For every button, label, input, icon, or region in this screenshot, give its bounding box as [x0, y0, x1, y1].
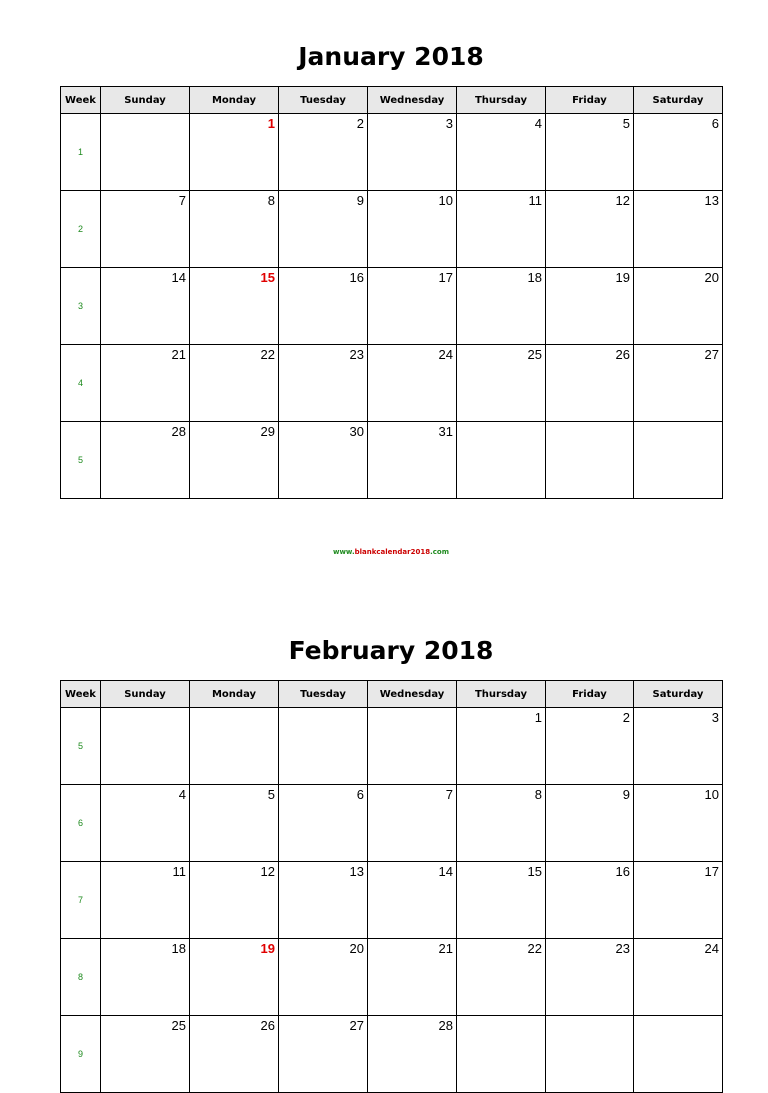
day-cell[interactable] [101, 114, 190, 191]
day-number: 27 [704, 347, 719, 362]
day-cell[interactable] [101, 1016, 190, 1093]
week-number: 8 [61, 939, 101, 1016]
day-cell[interactable] [457, 191, 546, 268]
day-cell[interactable] [634, 191, 723, 268]
day-number: 4 [534, 116, 542, 131]
day-cell[interactable] [546, 114, 634, 191]
week-number: 6 [61, 785, 101, 862]
day-cell[interactable] [546, 862, 634, 939]
january-calendar-table [60, 86, 723, 499]
day-number: 12 [615, 193, 630, 208]
day-cell[interactable] [546, 708, 634, 785]
day-number: 9 [356, 193, 364, 208]
day-cell[interactable] [279, 191, 368, 268]
day-cell[interactable] [457, 114, 546, 191]
day-cell[interactable] [634, 939, 723, 1016]
january-title: January 2018 [298, 42, 484, 71]
day-number: 27 [349, 1018, 364, 1033]
day-cell[interactable] [368, 268, 457, 345]
day-cell[interactable] [190, 345, 279, 422]
column-header-saturday: Saturday [634, 87, 723, 114]
day-number: 30 [349, 424, 364, 439]
week-row [61, 191, 723, 268]
day-cell[interactable] [368, 785, 457, 862]
day-number: 23 [615, 941, 630, 956]
day-cell[interactable] [190, 785, 279, 862]
day-number: 17 [438, 270, 453, 285]
day-number: 11 [528, 193, 542, 208]
day-cell[interactable] [279, 939, 368, 1016]
day-cell[interactable] [457, 422, 546, 499]
day-cell[interactable] [457, 785, 546, 862]
day-cell[interactable] [368, 422, 457, 499]
day-number: 3 [445, 116, 453, 131]
day-number: 28 [171, 424, 186, 439]
day-number: 22 [260, 347, 275, 362]
day-cell[interactable] [101, 191, 190, 268]
day-cell[interactable] [101, 708, 190, 785]
day-cell[interactable] [190, 114, 279, 191]
column-header-week: Week [61, 681, 101, 708]
day-cell[interactable] [190, 191, 279, 268]
day-cell[interactable] [634, 345, 723, 422]
column-header-friday: Friday [546, 681, 634, 708]
day-cell[interactable] [368, 939, 457, 1016]
day-number: 31 [438, 424, 453, 439]
day-cell[interactable] [101, 345, 190, 422]
column-header-tuesday: Tuesday [279, 681, 368, 708]
day-cell[interactable] [368, 191, 457, 268]
day-number: 18 [171, 941, 186, 956]
day-number: 6 [711, 116, 719, 131]
february-calendar-table [60, 680, 723, 1093]
week-number: 4 [61, 345, 101, 422]
day-number: 29 [260, 424, 275, 439]
day-cell[interactable] [279, 422, 368, 499]
column-header-saturday: Saturday [634, 681, 723, 708]
day-cell[interactable] [546, 191, 634, 268]
day-number: 2 [356, 116, 364, 131]
day-cell[interactable] [101, 268, 190, 345]
day-cell[interactable] [634, 422, 723, 499]
website-footer[interactable] [0, 548, 768, 556]
day-cell[interactable] [190, 862, 279, 939]
day-number: 17 [704, 864, 719, 879]
day-cell[interactable] [368, 1016, 457, 1093]
day-cell[interactable] [279, 708, 368, 785]
day-cell[interactable] [368, 345, 457, 422]
day-cell[interactable] [190, 939, 279, 1016]
day-number: 5 [267, 787, 275, 802]
day-number: 14 [438, 864, 453, 879]
day-number: 7 [445, 787, 453, 802]
week-row [61, 1016, 723, 1093]
day-cell[interactable] [634, 1016, 723, 1093]
day-cell[interactable] [457, 939, 546, 1016]
day-cell[interactable] [457, 862, 546, 939]
column-header-week: Week [61, 87, 101, 114]
column-header-monday: Monday [190, 87, 279, 114]
day-number: 18 [527, 270, 542, 285]
day-number: 26 [615, 347, 630, 362]
day-number: 26 [260, 1018, 275, 1033]
day-cell[interactable] [279, 785, 368, 862]
day-number: 15 [260, 270, 275, 285]
day-number: 20 [349, 941, 364, 956]
day-cell[interactable] [101, 939, 190, 1016]
day-number: 2 [622, 710, 630, 725]
day-number: 25 [171, 1018, 186, 1033]
day-cell[interactable] [190, 708, 279, 785]
week-row [61, 708, 723, 785]
day-number: 19 [615, 270, 630, 285]
day-number: 22 [527, 941, 542, 956]
week-row [61, 114, 723, 191]
day-cell[interactable] [279, 345, 368, 422]
footer-domain: blankcalendar2018 [354, 548, 431, 556]
column-header-tuesday: Tuesday [279, 87, 368, 114]
day-number: 13 [349, 864, 364, 879]
day-number: 23 [349, 347, 364, 362]
week-row [61, 422, 723, 499]
day-cell[interactable] [279, 268, 368, 345]
column-header-wednesday: Wednesday [368, 681, 457, 708]
day-cell[interactable] [634, 862, 723, 939]
day-cell[interactable] [279, 1016, 368, 1093]
header-row [61, 87, 723, 114]
day-cell[interactable] [368, 862, 457, 939]
day-cell[interactable] [190, 1016, 279, 1093]
day-number: 16 [349, 270, 364, 285]
day-number: 24 [438, 347, 453, 362]
day-cell[interactable] [190, 422, 279, 499]
week-row [61, 345, 723, 422]
week-number: 7 [61, 862, 101, 939]
february-title: February 2018 [288, 636, 494, 665]
day-number: 7 [178, 193, 186, 208]
day-number: 10 [704, 787, 719, 802]
day-number: 9 [622, 787, 630, 802]
day-number: 20 [704, 270, 719, 285]
week-row [61, 939, 723, 1016]
day-cell[interactable] [634, 785, 723, 862]
week-number: 5 [61, 708, 101, 785]
day-number: 13 [704, 193, 719, 208]
week-number: 3 [61, 268, 101, 345]
day-number: 4 [178, 787, 186, 802]
day-cell[interactable] [457, 708, 546, 785]
day-number: 1 [534, 710, 542, 725]
day-cell[interactable] [368, 114, 457, 191]
day-cell[interactable] [101, 862, 190, 939]
day-number: 11 [172, 864, 186, 879]
day-cell[interactable] [457, 1016, 546, 1093]
week-number: 1 [61, 114, 101, 191]
day-cell[interactable] [190, 268, 279, 345]
day-cell[interactable] [546, 268, 634, 345]
day-number: 1 [267, 116, 275, 131]
footer-prefix: www. [333, 548, 355, 556]
day-number: 25 [527, 347, 542, 362]
day-number: 24 [704, 941, 719, 956]
column-header-friday: Friday [546, 87, 634, 114]
day-cell[interactable] [634, 268, 723, 345]
header-row [61, 681, 723, 708]
day-cell[interactable] [546, 345, 634, 422]
day-number: 16 [615, 864, 630, 879]
footer-suffix: .com [430, 548, 449, 556]
day-number: 15 [527, 864, 542, 879]
day-cell[interactable] [368, 708, 457, 785]
day-number: 5 [622, 116, 630, 131]
day-cell[interactable] [101, 785, 190, 862]
day-number: 12 [260, 864, 275, 879]
week-row [61, 268, 723, 345]
column-header-sunday: Sunday [101, 681, 190, 708]
day-number: 8 [267, 193, 275, 208]
day-cell[interactable] [457, 268, 546, 345]
week-number: 2 [61, 191, 101, 268]
day-cell[interactable] [546, 1016, 634, 1093]
day-cell[interactable] [279, 114, 368, 191]
day-cell[interactable] [457, 345, 546, 422]
day-number: 3 [711, 710, 719, 725]
day-number: 28 [438, 1018, 453, 1033]
week-number: 5 [61, 422, 101, 499]
week-row [61, 785, 723, 862]
week-number: 9 [61, 1016, 101, 1093]
day-number: 21 [438, 941, 453, 956]
day-cell[interactable] [101, 422, 190, 499]
column-header-sunday: Sunday [101, 87, 190, 114]
day-number: 21 [171, 347, 186, 362]
column-header-thursday: Thursday [457, 681, 546, 708]
week-row [61, 862, 723, 939]
column-header-wednesday: Wednesday [368, 87, 457, 114]
day-number: 10 [438, 193, 453, 208]
day-cell[interactable] [634, 708, 723, 785]
day-number: 14 [171, 270, 186, 285]
column-header-monday: Monday [190, 681, 279, 708]
day-cell[interactable] [546, 422, 634, 499]
day-cell[interactable] [546, 785, 634, 862]
day-number: 19 [260, 941, 275, 956]
day-cell[interactable] [634, 114, 723, 191]
day-cell[interactable] [279, 862, 368, 939]
day-number: 6 [356, 787, 364, 802]
column-header-thursday: Thursday [457, 87, 546, 114]
day-cell[interactable] [546, 939, 634, 1016]
day-number: 8 [534, 787, 542, 802]
